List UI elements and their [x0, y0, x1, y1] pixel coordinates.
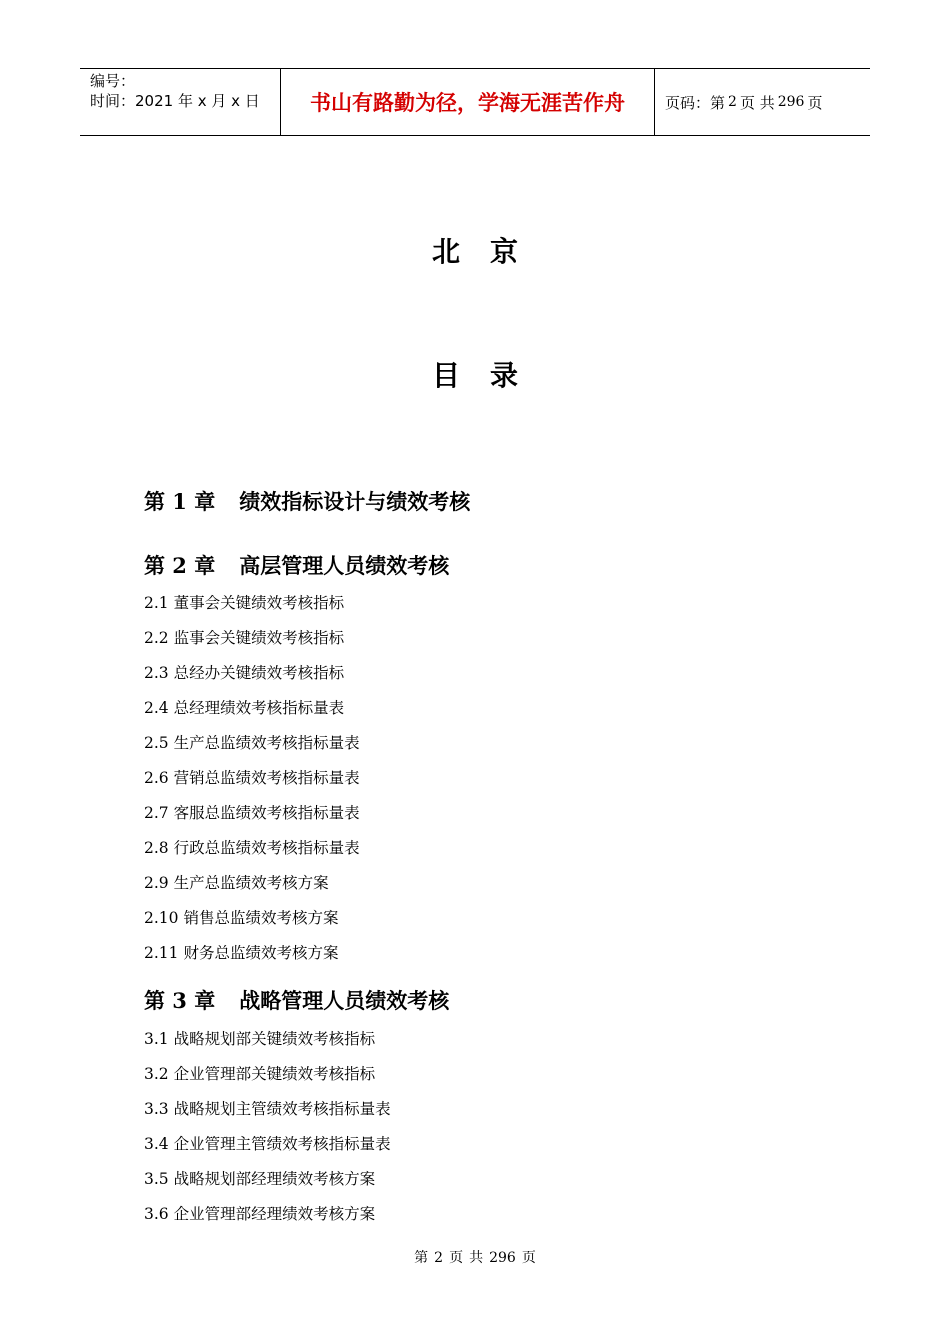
toc-item[interactable]: 2.7 客服总监绩效考核指标量表 [144, 804, 360, 822]
chapter-number: 第 1 章 [144, 489, 216, 514]
toc-item[interactable]: 2.2 监事会关键绩效考核指标 [144, 629, 345, 647]
footer-current-page: 2 [434, 1250, 444, 1266]
chapter-heading[interactable] [144, 486, 470, 516]
footer-word: 页 [521, 1250, 536, 1266]
chapter-title: 战略管理人员绩效考核 [239, 988, 450, 1013]
footer-word: 第 [414, 1250, 429, 1266]
title-city: 北京 [431, 235, 548, 268]
toc-item[interactable]: 2.10 销售总监绩效考核方案 [144, 909, 339, 927]
toc-item[interactable]: 3.5 战略规划部经理绩效考核方案 [144, 1170, 376, 1188]
chapter-number: 第 3 章 [144, 988, 216, 1013]
toc-item[interactable]: 3.1 战略规划部关键绩效考核指标 [144, 1030, 376, 1048]
toc-item[interactable]: 2.8 行政总监绩效考核指标量表 [144, 839, 360, 857]
page-middle: 页 共 [739, 93, 775, 112]
toc-item[interactable]: 2.6 营销总监绩效考核指标量表 [144, 769, 360, 787]
chapter-number: 第 2 章 [144, 553, 216, 578]
chapter-heading[interactable] [144, 550, 449, 580]
toc-item[interactable]: 2.11 财务总监绩效考核方案 [144, 944, 339, 962]
toc-item[interactable]: 2.9 生产总监绩效考核方案 [144, 874, 329, 892]
chapter-title: 绩效指标设计与绩效考核 [239, 489, 471, 514]
footer-word: 页 [449, 1250, 464, 1266]
title-toc: 目录 [431, 359, 548, 392]
toc-item[interactable]: 2.3 总经办关键绩效考核指标 [144, 664, 345, 682]
page-prefix: 页码：第 [665, 93, 726, 112]
footer-word: 共 [469, 1250, 484, 1266]
toc-item[interactable]: 3.4 企业管理主管绩效考核指标量表 [144, 1135, 391, 1153]
header-meta [80, 69, 281, 135]
id-label: 编号： [90, 72, 136, 90]
toc-item[interactable]: 3.2 企业管理部关键绩效考核指标 [144, 1065, 376, 1083]
header-motto: 书山有路勤为径，学海无涯苦作舟 [281, 69, 655, 135]
page-footer [0, 1247, 950, 1267]
toc-item[interactable]: 2.4 总经理绩效考核指标量表 [144, 699, 345, 717]
header-page-info [655, 69, 870, 135]
time-label: 时间：2021 年 x 月 x 日 [90, 92, 260, 110]
toc-item[interactable]: 2.5 生产总监绩效考核指标量表 [144, 734, 360, 752]
toc-item[interactable]: 3.6 企业管理部经理绩效考核方案 [144, 1205, 376, 1223]
toc-item[interactable]: 3.3 战略规划主管绩效考核指标量表 [144, 1100, 391, 1118]
page-total: 296 [777, 94, 805, 110]
chapter-title: 高层管理人员绩效考核 [239, 553, 450, 578]
page-suffix: 页 [807, 93, 823, 112]
page-header [80, 68, 870, 136]
chapter-heading[interactable] [144, 985, 449, 1015]
page-current: 2 [728, 94, 737, 110]
toc-item[interactable]: 2.1 董事会关键绩效考核指标 [144, 594, 345, 612]
footer-total-pages: 296 [489, 1250, 516, 1266]
